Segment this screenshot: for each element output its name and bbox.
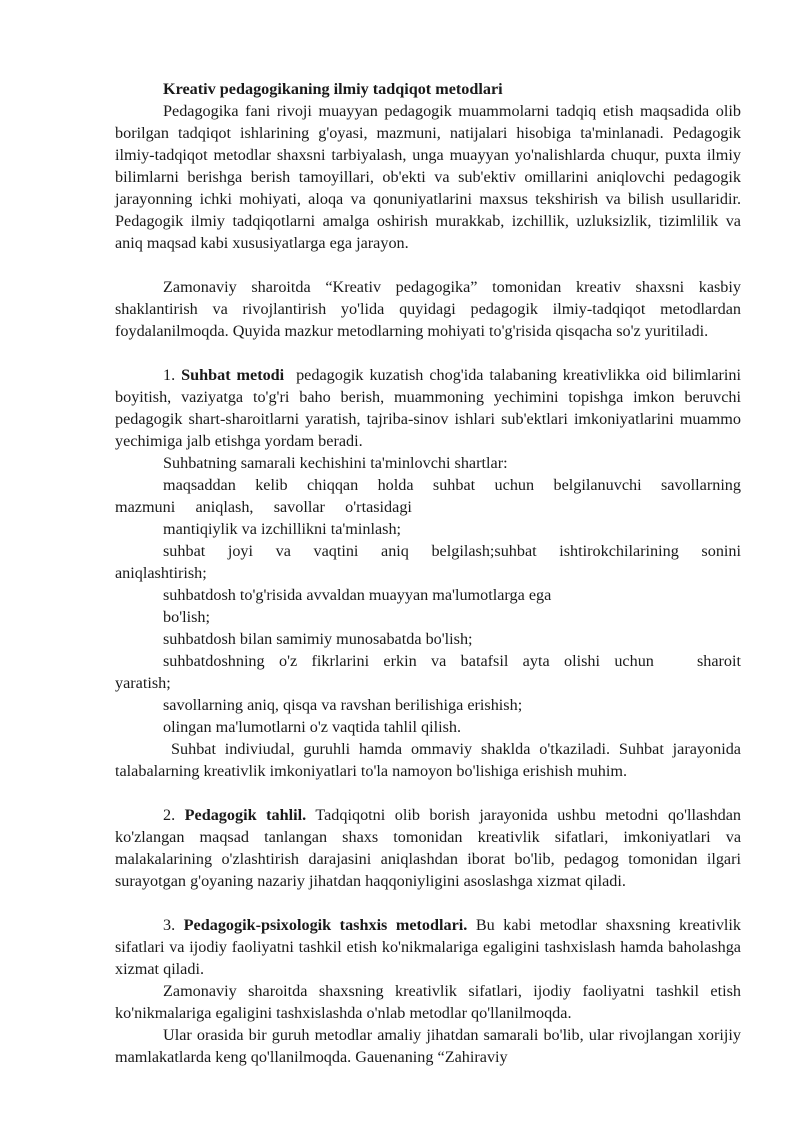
paragraph-modern-diagnostics: Zamonaviy sharoitda shaxsning kreativlik sifatlari, ijodiy faoliyatni tashkil etish ko'nikmalariga egaligini tashxislashda o'nlab metodlar qo'llanilmoqda. xyxy=(115,982,741,1022)
item-number: 2. xyxy=(163,806,176,824)
condition-1-line-2: mazmuni aniqlash, savollar o'rtasidagi xyxy=(115,498,412,516)
condition-7: olingan ma'lumotlarni o'z vaqtida tahlil qilish. xyxy=(163,718,462,736)
condition-5-line-1: suhbatdoshning o'z fikrlarini erkin va batafsil ayta olishi uchun sharoit xyxy=(163,652,741,670)
paragraph-foreign-methods: Ular orasida bir guruh metodlar amaliy jihatdan samarali bo'lib, ular rivojlangan xorijiy mamlakatlarda keng qo'llanilmoqda. Gauenaning “Zahiraviy xyxy=(115,1026,741,1066)
method-name: Suhbat metodi xyxy=(181,366,285,384)
paragraph-conversation-forms: Suhbat indiviudal, guruhli hamda ommaviy shaklda o'tkaziladi. Suhbat jarayonida talabalarning kreativlik imkoniyatlari to'la namoyon bo'lishiga erishish muhim. xyxy=(115,740,741,780)
method-name: Pedagogik-psixologik tashxis metodlari. xyxy=(183,916,468,934)
conditions-intro: Suhbatning samarali kechishini ta'minlovchi shartlar: xyxy=(163,454,508,472)
condition-4: suhbatdosh bilan samimiy munosabatda bo'lish; xyxy=(163,630,473,648)
page-title: Kreativ pedagogikaning ilmiy tadqiqot metodlari xyxy=(163,80,503,98)
method-description: pedagogik kuzatish chog'ida talabaning kreativlikka oid bilimlarini boyitish, vaziyatga to'g'ri baho berish, muammoning yechimini topishga imkon beruvchi pedagogik shart-sharoitlarni yaratish, tajriba-sinov ishlari sub'ektlari imkoniyatlarini muammo yechimiga jalb etishga yordam beradi. xyxy=(115,366,742,450)
paragraph-pedagogical-analysis xyxy=(115,804,741,892)
condition-2-line-1: suhbat joyi va vaqtini aniq belgilash;suhbat ishtirokchilarining sonini xyxy=(163,542,741,560)
method-description: Tadqiqotni olib borish jarayonida ushbu metodni qo'llashdan ko'zlangan maqsad tanlangan shaxs tomonidan kreativlik sifatlari, imkoniyatlari va malakalarining o'zlashtirish darajasini aniqlashdan iborat bo'lib, pedagog tomonidan ilgari surayotgan g'oyaning nazariy jihatdan haqqoniyligini asoslashga xizmat qiladi. xyxy=(115,806,741,890)
condition-1-line-3: mantiqiylik va izchillikni ta'minlash; xyxy=(163,520,402,538)
condition-3-line-1: suhbatdosh to'g'risida avvaldan muayyan ma'lumotlarga ega xyxy=(163,586,552,604)
condition-5-line-2: yaratish; xyxy=(115,674,171,692)
item-number: 3. xyxy=(163,916,176,934)
condition-1-line-1: maqsaddan kelib chiqqan holda suhbat uchun belgilanuvchi savollarning xyxy=(163,476,741,494)
paragraph-intro: Pedagogika fani rivoji muayyan pedagogik muammolarni tadqiq etish maqsadida olib borilgan tadqiqot ishlarining g'oyasi, mazmuni, natijalari hisobiga ta'minlanadi. Pedagogik ilmiy-tadqiqot metodlar shaxsni tarbiyalash, unga muayyan yo'nalishlarda chuqur, puxta ilmiy bilimlarni berishga berish tamoyillari, ob'ekti va sub'ektiv omillarini aniqlovchi pedagogik jarayonning ichki mohiyati, aloqa va qonuniyatlarini maxsus tekshirish va bilish usullaridir. Pedagogik ilmiy tadqiqotlarni amalga oshirish murakkab, izchillik, uzluksizlik, tizimlilik va aniq maqsad kabi xususiyatlarga ega jarayon. xyxy=(115,102,741,252)
condition-3-line-2: bo'lish; xyxy=(163,608,210,626)
condition-2-line-2: aniqlashtirish; xyxy=(115,564,207,582)
method-description: Bu kabi metodlar shaxsning kreativlik sifatlari va ijodiy faoliyatni tashkil etish ko'nikmalariga egaligini tashxislash hamda baholashga xizmat qiladi. xyxy=(115,916,742,978)
item-number: 1. xyxy=(163,366,176,384)
paragraph-conversation-method xyxy=(115,364,741,452)
condition-6: savollarning aniq, qisqa va ravshan berilishiga erishish; xyxy=(163,696,523,714)
method-name: Pedagogik tahlil. xyxy=(184,806,307,824)
paragraph-diagnostic-methods xyxy=(115,914,741,980)
paragraph-modern-conditions: Zamonaviy sharoitda “Kreativ pedagogika” tomonidan kreativ shaxsni kasbiy shaklantirish va rivojlantirish yo'lida quyidagi pedagogik ilmiy-tadqiqot metodlardan foydalanilmoqda. Quyida mazkur metodlarning mohiyati to'g'risida qisqacha so'z yuritiladi. xyxy=(115,278,741,340)
